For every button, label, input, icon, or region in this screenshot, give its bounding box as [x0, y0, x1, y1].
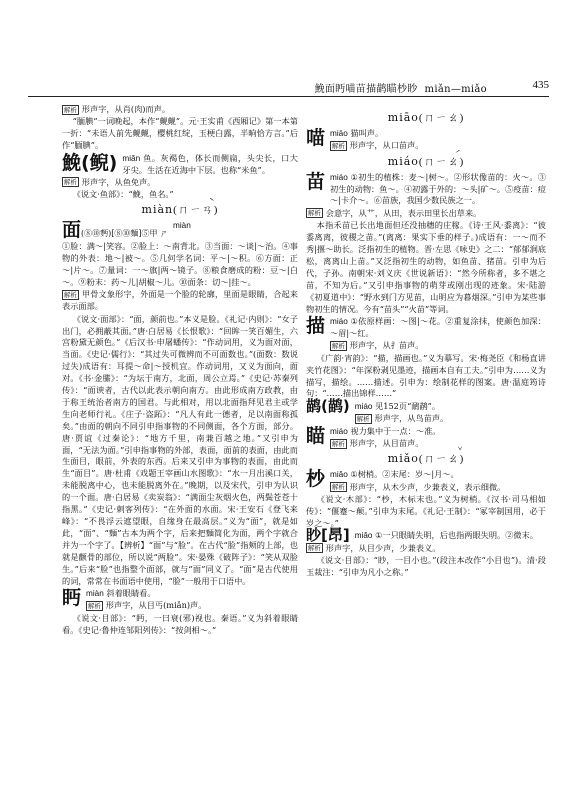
miao-draw-analysis-text: 形声字，从扌苗声。	[349, 340, 424, 351]
miao-draw-pinyin: miáo	[330, 317, 348, 326]
mian-face-analysis	[62, 289, 298, 313]
mian-face-head-wrap	[62, 220, 168, 241]
section-heading-miao3	[306, 453, 546, 466]
miao-blind-definition	[355, 530, 546, 542]
miao-cat-analysis	[330, 140, 546, 152]
analysis-tag: 解析	[64, 290, 77, 299]
headword-mian-fish: 鮸(鲵)	[62, 151, 118, 174]
mian-fish-analysis	[62, 177, 298, 189]
miao-cat-analysis-text: 形声字，从口苗声。	[349, 140, 424, 151]
miao-tip-definition	[330, 469, 546, 481]
miao-aim-def: 视力集中于一点：～准。	[350, 425, 441, 436]
section-heading-miao2	[306, 156, 546, 169]
miao-blind-analysis-text: 形声字，从目少声，少兼表义。	[325, 542, 441, 553]
headword-miao-cat: 喵	[306, 126, 326, 149]
miao-sprout-definition	[330, 172, 546, 208]
entry-mian-eye	[62, 588, 298, 613]
section-mian-bopomofo: (ㄇㄧㄢ̀)	[173, 204, 219, 217]
miao-cat-definition	[330, 128, 546, 140]
miao-tip-analysis-text: 形声字，从木少声，少兼表义，表示细微。	[349, 481, 506, 492]
analysis-tag: 解析	[332, 341, 345, 350]
entry-miao-sprout	[306, 172, 546, 208]
cont-analysis-text: 形声字，从肖(肉)而声。	[81, 104, 171, 114]
miao-bird-analysis-text: 形声字，从鸟苗声。	[374, 413, 449, 424]
mian-eye-pinyin: miàn	[86, 588, 104, 598]
section-miao3-bopomofo: (ㄇㄧㄠ̌)	[418, 453, 465, 466]
miao-draw-definition	[330, 316, 546, 340]
section-heading-mian	[62, 204, 298, 217]
miao-draw-analysis	[330, 340, 546, 352]
mian-fish-definition	[122, 153, 298, 177]
miao-blind-pinyin: miǎo	[354, 531, 373, 541]
analysis-tag: 解析	[332, 439, 345, 448]
header-headwords	[315, 80, 487, 95]
mian-fish-quote: 《说文·鱼部》：“鮸，鱼名。”	[72, 189, 174, 200]
section-miao1-pinyin: miāo	[387, 111, 419, 124]
miao-cat-pinyin: miāo	[330, 128, 348, 138]
miao-tip-pinyin: miǎo	[330, 470, 348, 480]
miao-sprout-analysis	[306, 208, 546, 220]
miao-bird-def: 见152页“鸸鹋”。	[375, 400, 441, 411]
miao-bird-definition	[355, 401, 546, 413]
section-miao3-pinyin: miǎo	[387, 452, 419, 466]
header-pinyin: miǎn—miǎo	[424, 84, 487, 95]
miao-sprout-pinyin: miáo	[330, 172, 348, 182]
headword-miao-sprout: 苗	[306, 170, 326, 193]
headword-miao-blind: 眇[䀚]	[306, 526, 350, 545]
miao-tip-analysis	[330, 482, 546, 494]
miao-bird-pinyin: miáo	[354, 401, 373, 411]
entry-miao-draw	[306, 316, 546, 353]
analysis-tag: 解析	[356, 414, 370, 423]
entry-miao-blind	[306, 526, 546, 545]
section-mian-pinyin: miàn	[141, 203, 174, 217]
headword-mian-eye: 眄	[62, 586, 82, 609]
analysis-tag: 解析	[64, 178, 77, 187]
section-miao1-bopomofo: (ㄇㄧㄠ)	[418, 112, 465, 124]
miao-sprout-quote: 本指禾苗已长出地面但还没抽穗的庄稼。《诗·王风·黍离》：“彼黍离离，彼稷之苗。”(离离：果实下垂的样子。)成语有：一～而不秀|揠～助长。泛指初生的植物。晋·左思《咏史》之二：“郁郁涧底松，离离山上苗。”又泛指初生的动物，如鱼苗、猪苗。引申为后代，子孙。南朝宋·刘义庆《世说新语》：“然今所称者，多不堪之苗，不知为后。”又引申指事物的萌芽或刚出现的迹象。宋·陆游《初夏道中》：“野水到门方见苗，山明应为暮烟深。”引申为某些事物初生的情况。今有“苗头”“火苗”等词。	[306, 220, 546, 314]
miao-cat-def: 猫叫声。	[350, 127, 384, 138]
page-header	[28, 78, 549, 97]
section-heading-miao1	[306, 112, 546, 125]
mian-eye-analysis-text: 形声字，从目丐(miǎn)声。	[105, 600, 207, 611]
miao-aim-analysis-text: 形声字，从目苗声。	[349, 438, 424, 449]
cont-quote: “腼腆”一词晚起，本作“觍觍”。元·王实甫《西厢记》第一本第一折：“未语人前先觍觍，樱桃红绽，玉梗白露，半晌恰方言。”后作“腼腆”。	[62, 116, 298, 151]
entry-miao-tip	[306, 469, 546, 494]
entry-mian-fish	[62, 153, 298, 177]
mian-eye-definition	[86, 588, 298, 600]
mian-face-pinyin-line	[173, 220, 298, 232]
miao-aim-analysis	[330, 438, 546, 450]
mian-fish-pinyin: miǎn	[122, 153, 141, 163]
entry-miao-aim	[306, 426, 546, 451]
entry-mian-face	[62, 220, 298, 241]
analysis-tag: 解析	[308, 209, 321, 218]
mian-eye-analysis	[86, 600, 298, 612]
miao-blind-analysis	[306, 543, 546, 555]
mian-face-quote: 《说文·面部》：“面，颜前也。”本义是脸。《礼记·内则》：“女子出门，必拥蔽其面。”唐·白居易《长恨歌》：“回眸一笑百媚生，六宫粉黛无颜色。”《后汉书·申屠蟠传》：“作动词用，义为面对面，当面。《史记·儒行》：“其过失可微辨而不可面数也。”(面数：数说过失)成语有：耳提～命|～授机宜。作动词用，又义为面向，面对。《书·金縢》：“为坛于南方，北面，周公立焉。”《史记·苏秦列传》：“面谀者，古代以此表示朝向南方。由此形成南方政教，由于称王统治者南方的国君。与此相对，用以北面指拜见君主或学生向老师行礼。《庄子·盗跖》：“凡人有此一德者，足以南面称孤矣。”由面的朝向不同引申指事物的不同侧面，各个方面，部分。唐·贾谊《过秦论》：“地方千里，南兼百越之地。”又引申为面，“无法为面。”引申指事物的外部，表面，面前的表面，由此而生面目，眼前，外表的东西。后来又引申为事物的表面，由此而生“面目”。唐·杜甫《戏题王宰画山水图歌》：“水一月出溪口关，未能脱离中心，也未能脱离外在。”晚期，以及宋代，引申为认识的一个面。唐·白居易《卖炭翁》：“满面尘灰烟火色，两鬓苍苍十指黑。”《史记·刺客列传》：“在外面的水面。宋·王安石《登飞来峰》：“不畏浮云遮望眼，自缘身在最高层。”义为“面”，就是如此，“面”、“麵”古本为两个字，后来把麵简化为面，两个字就合并为一个字了。【辨析】“面”与“脸”。在古代“脸”指颊的上部，也就是颧骨的部位，所以说“两脸”。宋·晏殊《破阵子》：“笑从双脸生。”后来“脸”也指整个面部，就与“面”同义了。“面”是古代使用的词，常常在书面语中使用，“脸”一般用于口语中。	[62, 313, 298, 586]
header-chars: 鮸面眄喵苗描鹋瞄杪眇	[314, 84, 418, 95]
mian-eye-def: 斜着眼睛看。	[106, 587, 156, 598]
miao-tip-def: ①树梢。②末尾：岁～|月～。	[350, 469, 459, 480]
miao-draw-def: ①依原样画：～图|～花。②重复涂抹，使颜色加深：～眉|～红。	[330, 316, 546, 338]
left-column	[62, 104, 298, 637]
miao-blind-quote: 《说文·目部》：“眇，一目小也。”(段注本改作“小目也”)。清·段玉裁注：“引申为凡小之称。”	[306, 555, 546, 578]
miao-bird-analysis	[355, 413, 546, 425]
miao-draw-quote: 《广韵·宵韵》：“描，描画也。”义为摹写。宋·梅尧臣《和杨直讲夹竹花图》：“年深粉剥见墨迹，描画本自有工夫。”引申为……义为描写，描绘。……描述。引申为：绘制花样的图案。唐·温庭筠诗句：“……描出锦样……”	[306, 352, 546, 399]
analysis-tag: 解析	[88, 601, 101, 610]
miao-tip-quote: 《说文·木部》：“杪，木标末也。”义为树梢。《汉书·司马相如传》：“偃蹇～颠。”引申为末尾。《礼记·王制》：“冢宰制国用，必于岁之～。”	[306, 494, 546, 528]
headword-miao-aim: 瞄	[306, 424, 326, 447]
page-number: 435	[532, 79, 549, 91]
miao-sprout-def: ①初生的植株：麦～|树～。②形状像苗的：火～。③初生的动物：鱼～。④初露于外的：～头|矿～。⑤疫苗：痘～|卡介～。⑥苗族，我国少数民族之一。	[330, 171, 546, 206]
headword-miao-bird: 鹋(鹋)	[306, 396, 350, 415]
entry-miao-cat	[306, 128, 546, 153]
cont-analysis	[62, 104, 298, 116]
entry-miao-bird	[306, 396, 546, 426]
mian-fish-analysis-text: 形声字，从鱼免声。	[81, 176, 156, 187]
mian-fish-def: 鱼。灰褐色，体长而侧扁，头尖长，口大牙尖。生活在近海中下层。也称“米鱼”。	[122, 152, 298, 175]
right-column	[306, 104, 546, 580]
section-miao2-bopomofo: (ㄇㄧㄠ́)	[418, 155, 465, 168]
headword-miao-tip: 杪	[306, 468, 326, 491]
analysis-tag: 解析	[332, 141, 345, 150]
miao-aim-definition	[330, 426, 546, 438]
mian-face-variants: (⑧⑩麪)[⑧⑩麵]⑤甲 ㄕ	[81, 229, 169, 239]
headword-mian-face: 面	[62, 219, 82, 242]
analysis-tag: 解析	[64, 105, 77, 114]
mian-face-definition: ①脸：满～|笑容。②脸上：～南背北。③当面：～谈|～治。④事物的外表：地～|被～。⑤几何学名词：平～|～积。⑥方面：正～|片～。⑦量词：一～旗|两～镜子。⑧粮食磨成的粉：豆～|白～。⑨粉末：药～儿|胡椒～儿。⑩面条：切～|挂～。	[62, 241, 298, 287]
miao-blind-def: ①一只眼睛失明，后也指两眼失明。②微末。	[375, 530, 538, 541]
analysis-tag: 解析	[308, 544, 321, 553]
mian-face-analysis-text: 甲骨文象形字，外面是一个脸的轮廓，里面是眼睛，合起来表示面部。	[62, 289, 298, 312]
miao-aim-pinyin: miáo	[330, 426, 348, 436]
miao-sprout-analysis-text: 会意字，从艹，从田，表示田里长出草来。	[325, 207, 482, 218]
mian-face-pinyin: miàn	[173, 221, 191, 231]
mian-eye-quote: 《说文·目部》：“眄，一曰衰(邪)视也。秦语。”义为斜着眼睛看。《史记·鲁仲连邹阳列传》：“按剑相～。”	[62, 612, 298, 635]
section-miao2-pinyin: miáo	[387, 154, 419, 168]
analysis-tag: 解析	[332, 483, 345, 492]
headword-miao-draw: 描	[306, 315, 326, 337]
